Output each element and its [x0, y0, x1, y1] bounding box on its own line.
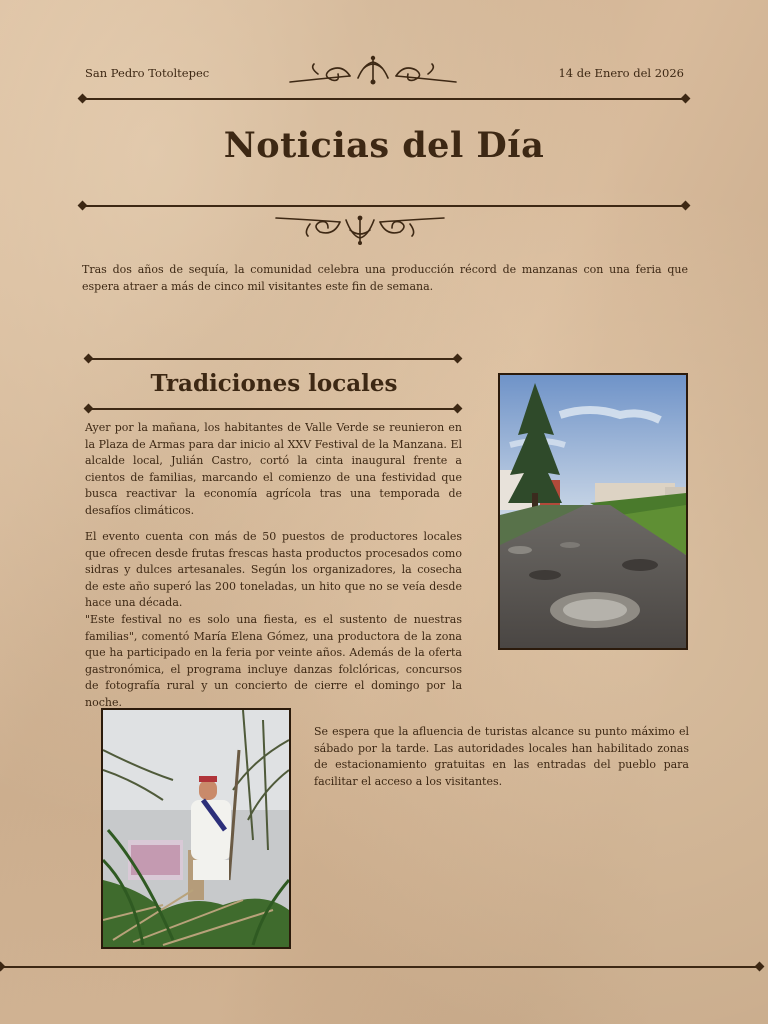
title-flourish-ornament [274, 210, 446, 246]
date-label: 14 de Enero del 2026 [558, 66, 684, 80]
footer-divider [0, 966, 760, 968]
article-paragraph-2: El evento cuenta con más de 50 puestos de productores locales que ofrecen desde frutas frescas hasta productos procesados como sidras y dulces artesanales. Según los organizadores, la cosecha de este año superó las 200 toneladas, un hito que no se veía desde hace una década. [85, 530, 462, 610]
header-divider [82, 98, 686, 100]
article-paragraph-1: Ayer por la mañana, los habitantes de Valle Verde se reunieron en la Plaza de Armas para dar inicio al XXV Festival de la Manzana. El alcalde local, Julián Castro, cortó la cinta inaugural frente a cientos de familias, marcando el comienzo de una festividad que busca reactivar la economía agrícola tras una temporada de desafíos climáticos. [85, 421, 462, 517]
road-scene-image [500, 375, 686, 648]
article-paragraph-4: Se espera que la afluencia de turistas alcance su punto máximo el sábado por la tarde. Las autoridades locales han habilitado zonas de estacionamiento gratuitas en las entradas del pueblo para facilitar el acceso a los visitantes. [314, 725, 689, 788]
festival-figure-image [103, 710, 289, 947]
section-title: Tradiciones locales [150, 370, 398, 397]
section-top-divider [88, 358, 458, 360]
page-title: Noticias del Día [223, 125, 545, 166]
top-flourish-ornament [288, 54, 458, 90]
article-paragraph-3: "Este festival no es solo una fiesta, es el sustento de nuestras familias", comentó María Elena Gómez, una productora de la zona que ha participado en la feria por veinte años. Además de la oferta gastronómica, el programa incluye danzas folclóricas, concursos de fotografía rural y un concierto de cierre el domingo por la noche. [85, 613, 462, 709]
road-photo [498, 373, 688, 650]
title-divider [82, 205, 686, 207]
location-label: San Pedro Totoltepec [85, 66, 210, 80]
lead-paragraph: Tras dos años de sequía, la comunidad celebra una producción récord de manzanas con una feria que espera atraer a más de cinco mil visitantes este fin de semana. [82, 263, 688, 293]
festival-figure-photo [101, 708, 291, 949]
section-bottom-divider [88, 408, 458, 410]
